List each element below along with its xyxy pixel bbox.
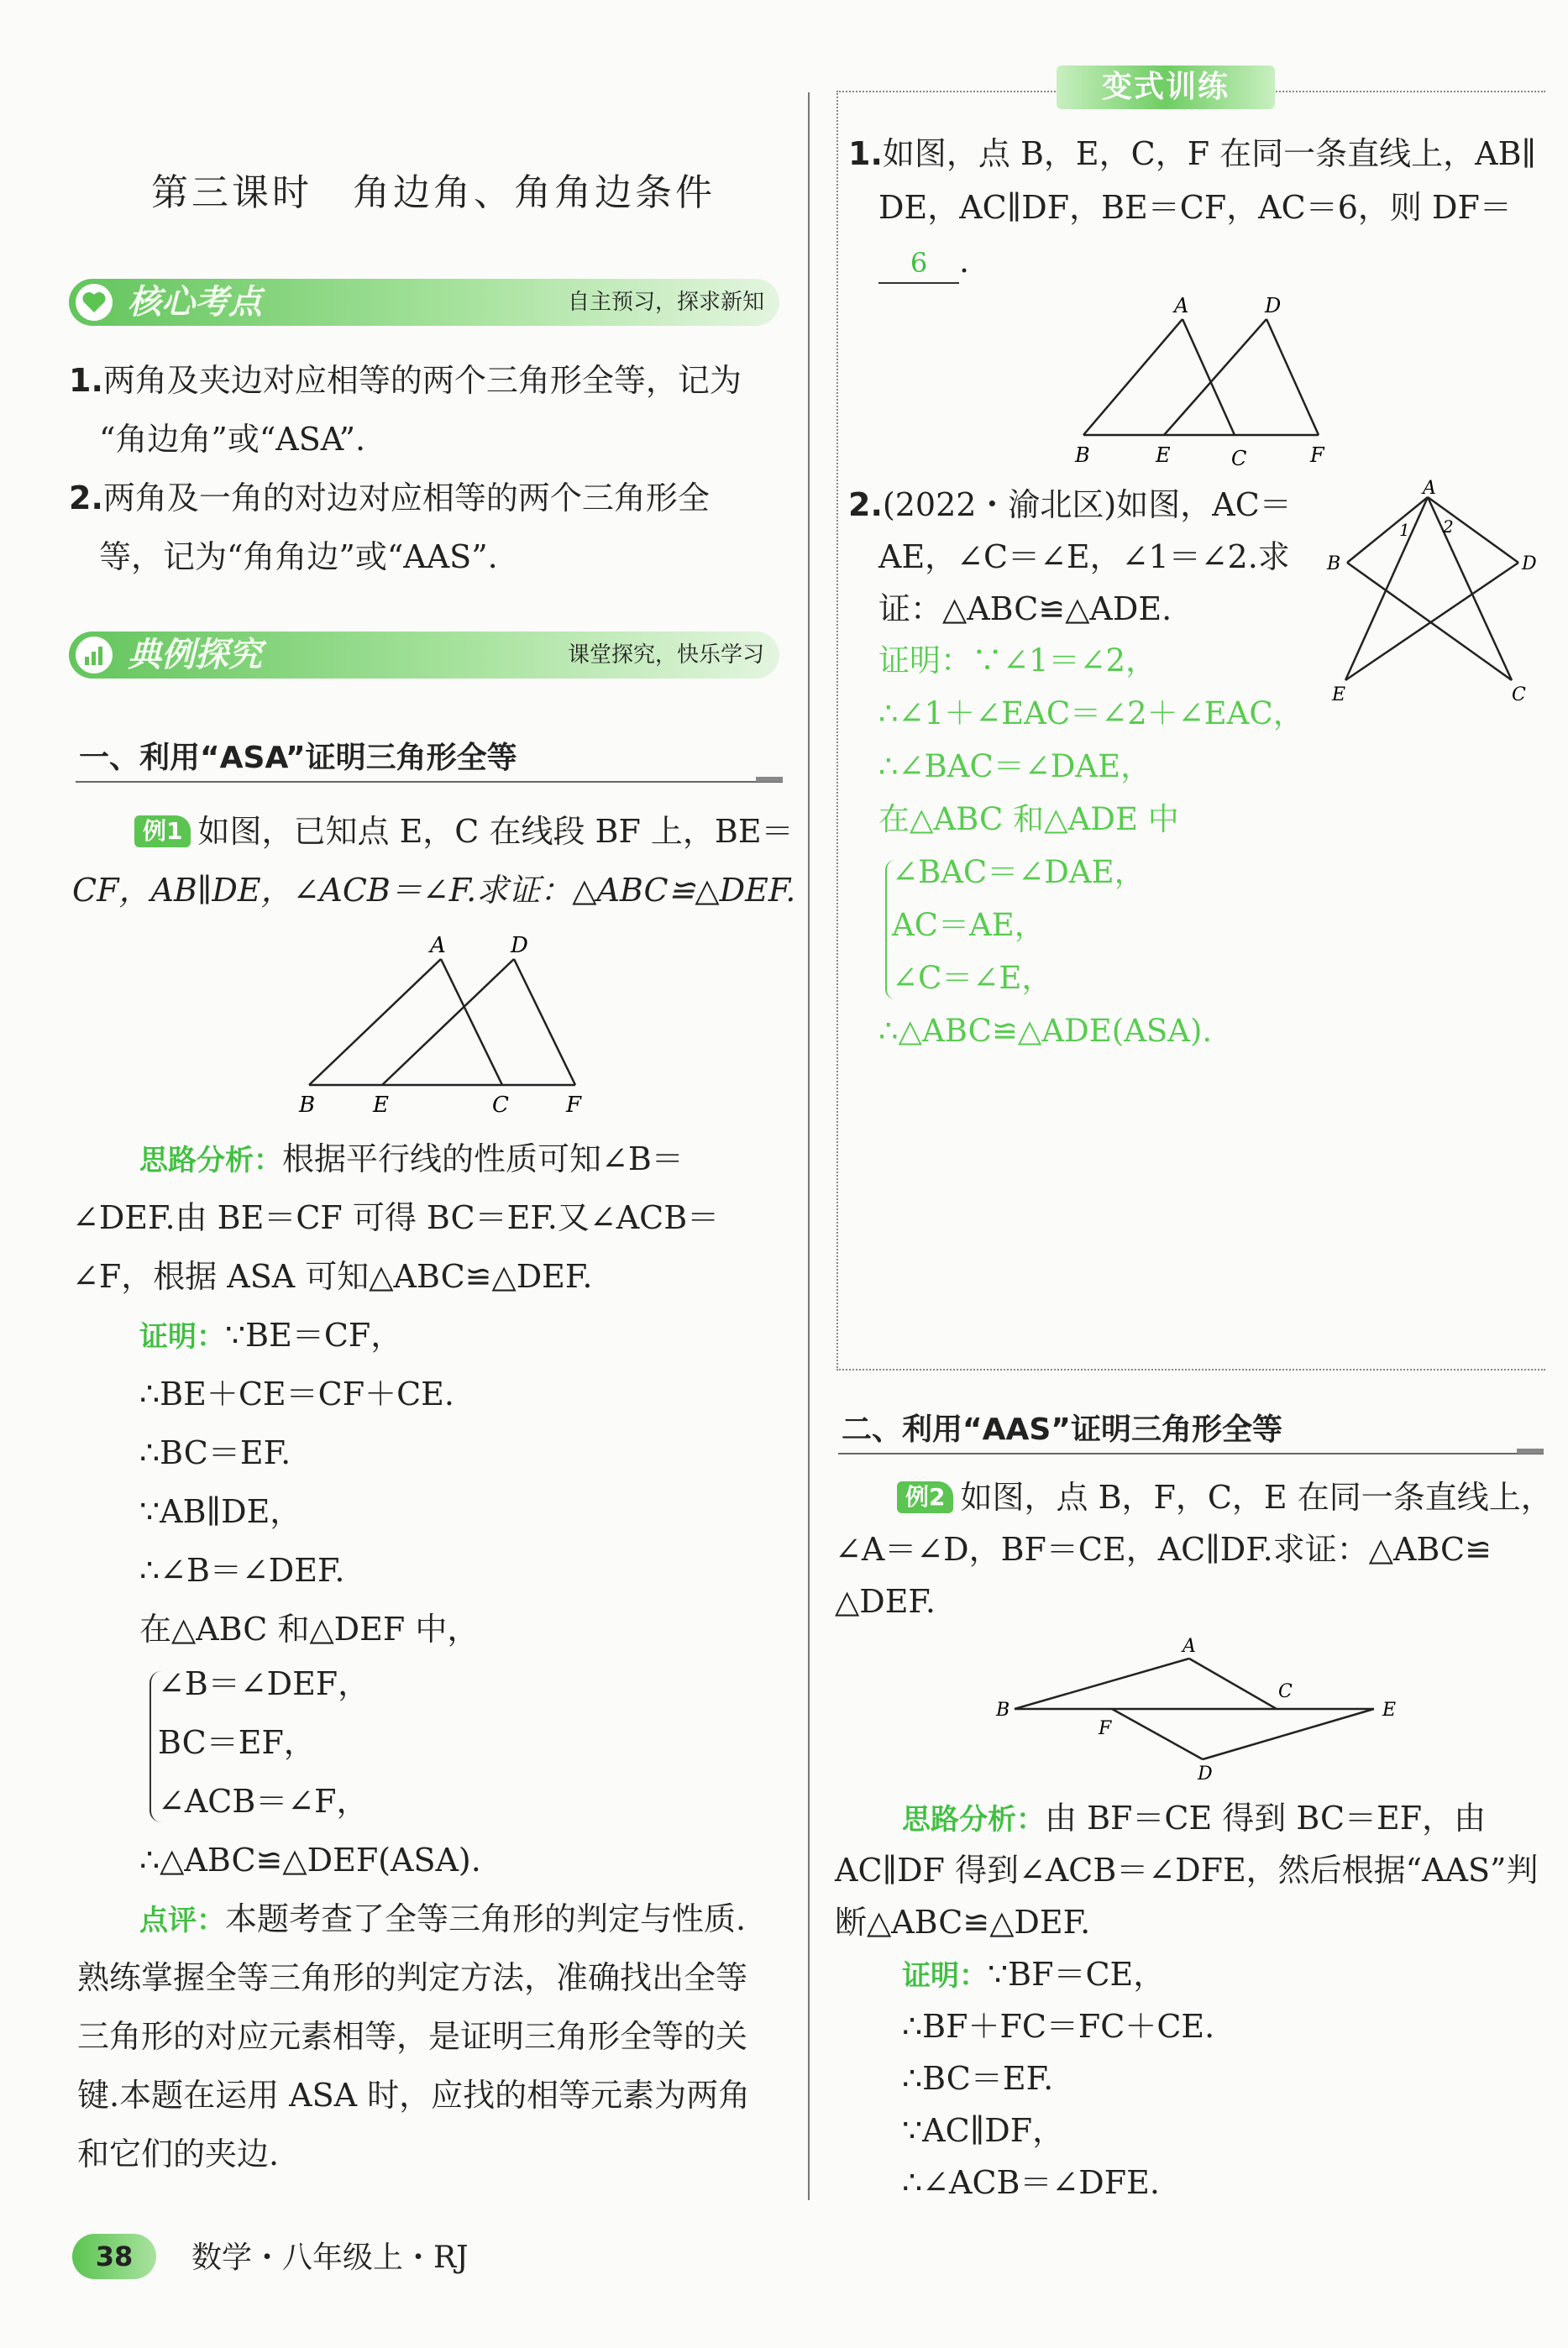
practice-q1-num: 1. [848, 135, 883, 172]
example1-proof-line5: ∴∠B＝∠DEF. [139, 1552, 345, 1589]
example2-problem-line3: △DEF. [835, 1583, 936, 1620]
practice-q2-line1 [848, 475, 1292, 534]
core-item-1 [69, 351, 742, 410]
fig4-label-A: A [1183, 1636, 1196, 1657]
practice-q1-figure [1067, 294, 1352, 470]
practice-q2-system-1: ∠BAC＝∠DAE， [892, 854, 1146, 890]
example1-proof-line6: 在△ABC 和△DEF 中， [139, 1611, 480, 1648]
practice-q2-proof-2: ∴∠1＋∠EAC＝∠2＋∠EAC， [878, 695, 1304, 731]
fig2-label-C: C [1231, 447, 1247, 470]
example2-proof-label: 证明： [902, 1959, 988, 1993]
fig2-label-B: B [1075, 443, 1090, 467]
page-number-badge [72, 2234, 156, 2279]
fig4-label-D: D [1198, 1764, 1213, 1785]
core-item-1-line1: 两角及夹边对应相等的两个三角形全等，记为 [102, 362, 742, 399]
fig1-label-E: E [373, 1093, 389, 1117]
fig3-label-B: B [1327, 553, 1341, 574]
example1-analysis-line1 [139, 1129, 684, 1190]
example1-conclusion: ∴△ABC≌△DEF(ASA). [139, 1842, 481, 1879]
example1-badge: 例1 [134, 815, 191, 847]
part1-heading: 一、利用“ASA”证明三角形全等 [79, 741, 517, 775]
example1-analysis-text1: 根据平行线的性质可知∠B＝ [282, 1140, 684, 1177]
practice-q1-answer-line [878, 232, 969, 291]
example1-comment-text1: 本题考查了全等三角形的判定与性质. [225, 1900, 747, 1937]
part1-heading-rule-end [756, 777, 783, 782]
fig1-label-D: D [511, 933, 528, 958]
practice-q2-line3: 证：△ABC≌△ADE. [878, 590, 1172, 627]
practice-q1-answer: 6 [878, 244, 959, 284]
example1-system-2: BC＝EF， [158, 1724, 316, 1761]
practice-q2-figure [1310, 479, 1545, 705]
core-item-2-line1: 两角及一角的对边对应相等的两个三角形全 [102, 480, 710, 516]
example1-proof-text1: ∵BE＝CF， [225, 1317, 403, 1354]
fig2-label-A: A [1174, 294, 1189, 317]
example2-figure [983, 1633, 1419, 1785]
fig4-label-B: B [996, 1700, 1010, 1721]
fig3-label-E: E [1332, 684, 1346, 705]
example2-analysis-text1: 由 BF＝CE 得到 BC＝EF，由 [1045, 1800, 1487, 1837]
example1-analysis-line3: ∠F，根据 ASA 可知△ABC≌△DEF. [72, 1258, 593, 1295]
example1-proof-label: 证明： [139, 1320, 225, 1354]
page-number: 38 [95, 2241, 134, 2272]
examples-section-banner [69, 632, 779, 679]
column-divider [808, 92, 810, 2200]
example1-system-3: ∠ACB＝∠F， [158, 1783, 369, 1820]
practice-q2-text1: (2022・渝北区)如图，AC＝ [882, 486, 1292, 523]
fig4-label-F: F [1099, 1718, 1112, 1739]
example2-analysis-label: 思路分析： [902, 1803, 1045, 1837]
example1-problem-line1 [134, 802, 794, 861]
example2-problem-text1: 如图，点 B，F，C，E 在同一条直线上， [960, 1479, 1553, 1516]
example2-analysis-line2: AC∥DF 得到∠ACB＝∠DFE，然后根据“AAS”判 [835, 1852, 1539, 1889]
core-item-1-num: 1. [69, 362, 103, 399]
example2-proof-text1: ∵BF＝CE， [988, 1956, 1166, 1993]
example2-badge: 例2 [897, 1481, 953, 1513]
example1-comment-line3: 三角形的对应元素相等，是证明三角形全等的关 [77, 2018, 748, 2055]
example1-problem-text1: 如图，已知点 E，C 在线段 BF 上，BE＝ [197, 813, 794, 850]
example1-analysis-label: 思路分析： [139, 1144, 282, 1177]
example1-comment-line1 [139, 1889, 746, 1950]
example1-proof-line2: ∴BE＋CE＝CF＋CE. [139, 1376, 454, 1412]
example1-comment-line2: 熟练掌握全等三角形的判定方法，准确找出全等 [77, 1959, 748, 1996]
example1-comment-label: 点评： [139, 1904, 225, 1937]
fig1-label-F: F [566, 1093, 582, 1117]
practice-banner [1057, 66, 1275, 109]
fig4-label-C: C [1278, 1681, 1293, 1702]
practice-q2-system-3: ∠C＝∠E， [892, 960, 1053, 996]
example2-problem-line1 [897, 1468, 1553, 1527]
example1-proof-line1 [139, 1306, 402, 1366]
core-section-banner [69, 279, 779, 326]
fig2-label-E: E [1156, 443, 1171, 467]
example1-proof-line4: ∵AB∥DE， [139, 1493, 302, 1530]
example1-problem-line2: CF，AB∥DE，∠ACB＝∠F.求证：△ABC≌△DEF. [72, 872, 796, 909]
book-info: 数学・八年级上・RJ [191, 2241, 469, 2275]
example1-figure [286, 932, 596, 1117]
example1-proof-line3: ∴BC＝EF. [139, 1434, 291, 1471]
lesson-title: 第三课时 角边角、角角边条件 [151, 171, 716, 214]
example1-comment-line4: 键.本题在运用 ASA 时，应找的相等元素为两角 [77, 2077, 751, 2114]
practice-q2-conclusion: ∴△ABC≌△ADE(ASA). [878, 1013, 1213, 1049]
practice-q1-text1: 如图，点 B，E，C，F 在同一条直线上，AB∥ [882, 135, 1537, 172]
fig3-label-D: D [1522, 553, 1537, 574]
example2-analysis-line3: 断△ABC≌△DEF. [835, 1904, 1091, 1941]
example1-system-1: ∠B＝∠DEF， [158, 1665, 370, 1702]
practice-banner-title: 变式训练 [1101, 70, 1230, 104]
core-item-1-line2: “角边角”或“ASA”. [99, 421, 366, 458]
fig3-label-1: 1 [1399, 520, 1410, 540]
fig3-label-A: A [1423, 479, 1436, 499]
part2-heading-rule [838, 1453, 1544, 1454]
practice-q1-line1 [848, 124, 1536, 183]
practice-q2-line2: AE，∠C＝∠E，∠1＝∠2.求 [878, 538, 1290, 575]
example1-comment-line5: 和它们的夹边. [77, 2136, 280, 2172]
fig4-label-E: E [1382, 1700, 1397, 1721]
practice-q1-tail: . [959, 243, 970, 280]
fig1-label-B: B [299, 1093, 316, 1117]
example2-proof-line5: ∴∠ACB＝∠DFE. [902, 2164, 1160, 2201]
part1-heading-rule [76, 781, 783, 783]
core-section-subtitle: 自主预习，探求新知 [567, 290, 764, 315]
example2-proof-line4: ∵AC∥DF， [902, 2112, 1065, 2149]
fig1-label-C: C [492, 1093, 509, 1117]
core-item-2 [69, 469, 710, 527]
example2-problem-line2: ∠A＝∠D，BF＝CE，AC∥DF.求证：△ABC≌ [835, 1531, 1492, 1568]
practice-q2-proof-1: 证明：∵∠1＝∠2， [878, 642, 1157, 679]
part2-heading-rule-end [1517, 1449, 1544, 1454]
example2-proof-line2: ∴BF＋FC＝FC＋CE. [902, 2008, 1215, 2045]
fig2-label-D: D [1265, 294, 1282, 317]
practice-q2-proof-3: ∴∠BAC＝∠DAE， [878, 748, 1152, 784]
practice-q2-num: 2. [848, 486, 883, 523]
fig3-label-C: C [1512, 684, 1526, 705]
example2-proof-line3: ∴BC＝EF. [902, 2060, 1054, 2097]
example1-analysis-line2: ∠DEF.由 BE＝CF 可得 BC＝EF.又∠ACB＝ [72, 1199, 720, 1236]
core-item-2-num: 2. [69, 480, 103, 516]
examples-section-subtitle: 课堂探究，快乐学习 [567, 642, 764, 668]
core-item-2-line2: 等，记为“角角边”或“AAS”. [99, 538, 498, 575]
examples-section-title: 典例探究 [128, 636, 262, 674]
fig2-label-F: F [1310, 443, 1324, 467]
practice-q2-proof-4: 在△ABC 和△ADE 中 [878, 801, 1179, 837]
heart-icon [74, 282, 114, 322]
practice-q1-line2: DE，AC∥DF，BE＝CF，AC＝6，则 DF＝ [878, 189, 1512, 226]
core-section-title: 核心考点 [128, 283, 262, 322]
fig3-label-2: 2 [1443, 516, 1454, 537]
chart-icon [74, 635, 114, 675]
fig1-label-A: A [430, 933, 446, 958]
practice-q2-system-2: AC＝AE， [892, 907, 1046, 943]
part2-heading: 二、利用“AAS”证明三角形全等 [842, 1412, 1282, 1447]
